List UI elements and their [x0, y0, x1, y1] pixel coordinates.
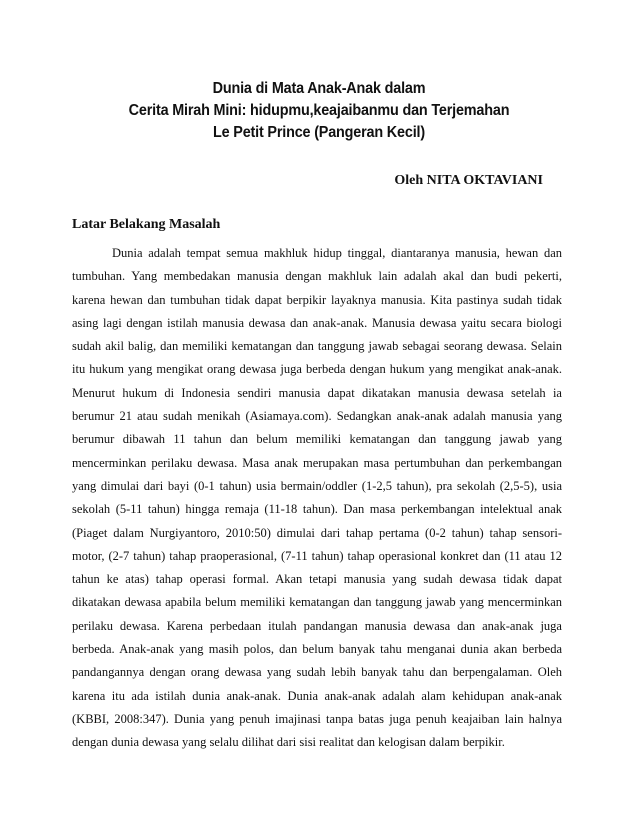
- paragraph-line: dengan dunia dewasa yang selalu dilihat dari sisi realitat dan kelogisan dalam berpikir.: [72, 735, 505, 750]
- paragraph-line: tahun ke atas) tahap operasi formal. Akan tetapi manusia yang sudah dewasa tidak dapat: [72, 572, 562, 587]
- paragraph-line: dikatakan dewasa apabila belum memiliki kematangan dan tanggung jawab yang mencerminkan: [72, 595, 562, 610]
- title-line-2: Cerita Mirah Mini: hidupmu,keajaibanmu dan Terjemahan: [128, 102, 510, 119]
- section-heading: Latar Belakang Masalah: [72, 217, 221, 232]
- paragraph-line: sekolah (5-11 tahun) hingga remaja (11-18 tahun). Dan masa perkembangan intelektual anak: [72, 502, 562, 517]
- paragraph-line: berbeda. Anak-anak yang masih polos, dan belum banyak tahu menganai dunia akan berbeda: [72, 642, 562, 657]
- paragraph-line: itu hukum yang mengikat orang dewasa juga berbeda dengan hukum yang mengikat anak-anak.: [72, 362, 562, 377]
- paragraph-line: berumur 21 atau sudah menikah (Asiamaya.com). Sedangkan anak-anak adalah manusia yang: [72, 409, 562, 424]
- title-line-1: Dunia di Mata Anak-Anak dalam: [212, 80, 426, 97]
- paragraph-line: Dunia adalah tempat semua makhluk hidup tinggal, diantaranya manusia, hewan dan: [112, 246, 562, 260]
- paragraph-line: berumur dibawah 11 tahun dan belum memiliki kematangan dan tanggung jawab yang: [72, 432, 562, 447]
- title-line-3: Le Petit Prince (Pangeran Kecil): [213, 124, 425, 141]
- paragraph-line: Menurut hukum di Indonesia sendiri manusia dapat dikatakan manusia dewasa setelah ia: [72, 385, 562, 400]
- paragraph-line: tumbuhan. Yang membedakan manusia dengan makhluk lain adalah akal dan budi pekerti,: [72, 269, 562, 284]
- document-title: [32, 78, 606, 144]
- paragraph-line: sudah akil balig, dan memiliki kematangan dan tanggung jawab sebagai seorang dewasa. Selain: [72, 339, 562, 354]
- paragraph-line: pandangannya dengan orang dewasa yang sudah lebih banyak tahu dan berpengalaman. Oleh: [72, 665, 562, 680]
- paragraph-line: (Piaget dalam Nurgiyantoro, 2010:50) dimulai dari tahap pertama (0-2 tahun) tahap sensori-: [72, 525, 562, 540]
- paragraph-line: (KBBI, 2008:347). Dunia yang penuh imajinasi tanpa batas juga penuh keajaiban lain halnya: [72, 711, 562, 726]
- paragraph-line: perilaku dewasa. Karena perbedaan itulah pandangan manusia dewasa dan anak-anak juga: [72, 618, 562, 633]
- paragraph-line: asing lagi dengan istilah manusia dewasa dan anak-anak. Manusia dewasa yaitu secara biologi: [72, 315, 562, 330]
- body-paragraph: [72, 242, 562, 755]
- author-line: Oleh NITA OKTAVIANI: [394, 173, 543, 188]
- paragraph-line: yang dimulai dari bayi (0-1 tahun) usia bermain/oddler (1-2,5 tahun), pra sekolah (2,5-5), usia: [72, 478, 562, 493]
- paragraph-line: mencerminkan perilaku dewasa. Masa anak merupakan masa pertumbuhan dan perkembangan: [72, 455, 562, 470]
- paragraph-line: motor, (2-7 tahun) tahap praoperasional, (7-11 tahun) tahap operasional konkret dan (11 atau 12: [72, 548, 562, 563]
- paragraph-line: karena itu ada istilah dunia anak-anak. Dunia anak-anak adalah alam kehidupan anak-anak: [72, 688, 562, 703]
- paragraph-line: karena hewan dan tumbuhan tidak dapat berpikir layaknya manusia. Kita pastinya sudah tidak: [72, 292, 562, 307]
